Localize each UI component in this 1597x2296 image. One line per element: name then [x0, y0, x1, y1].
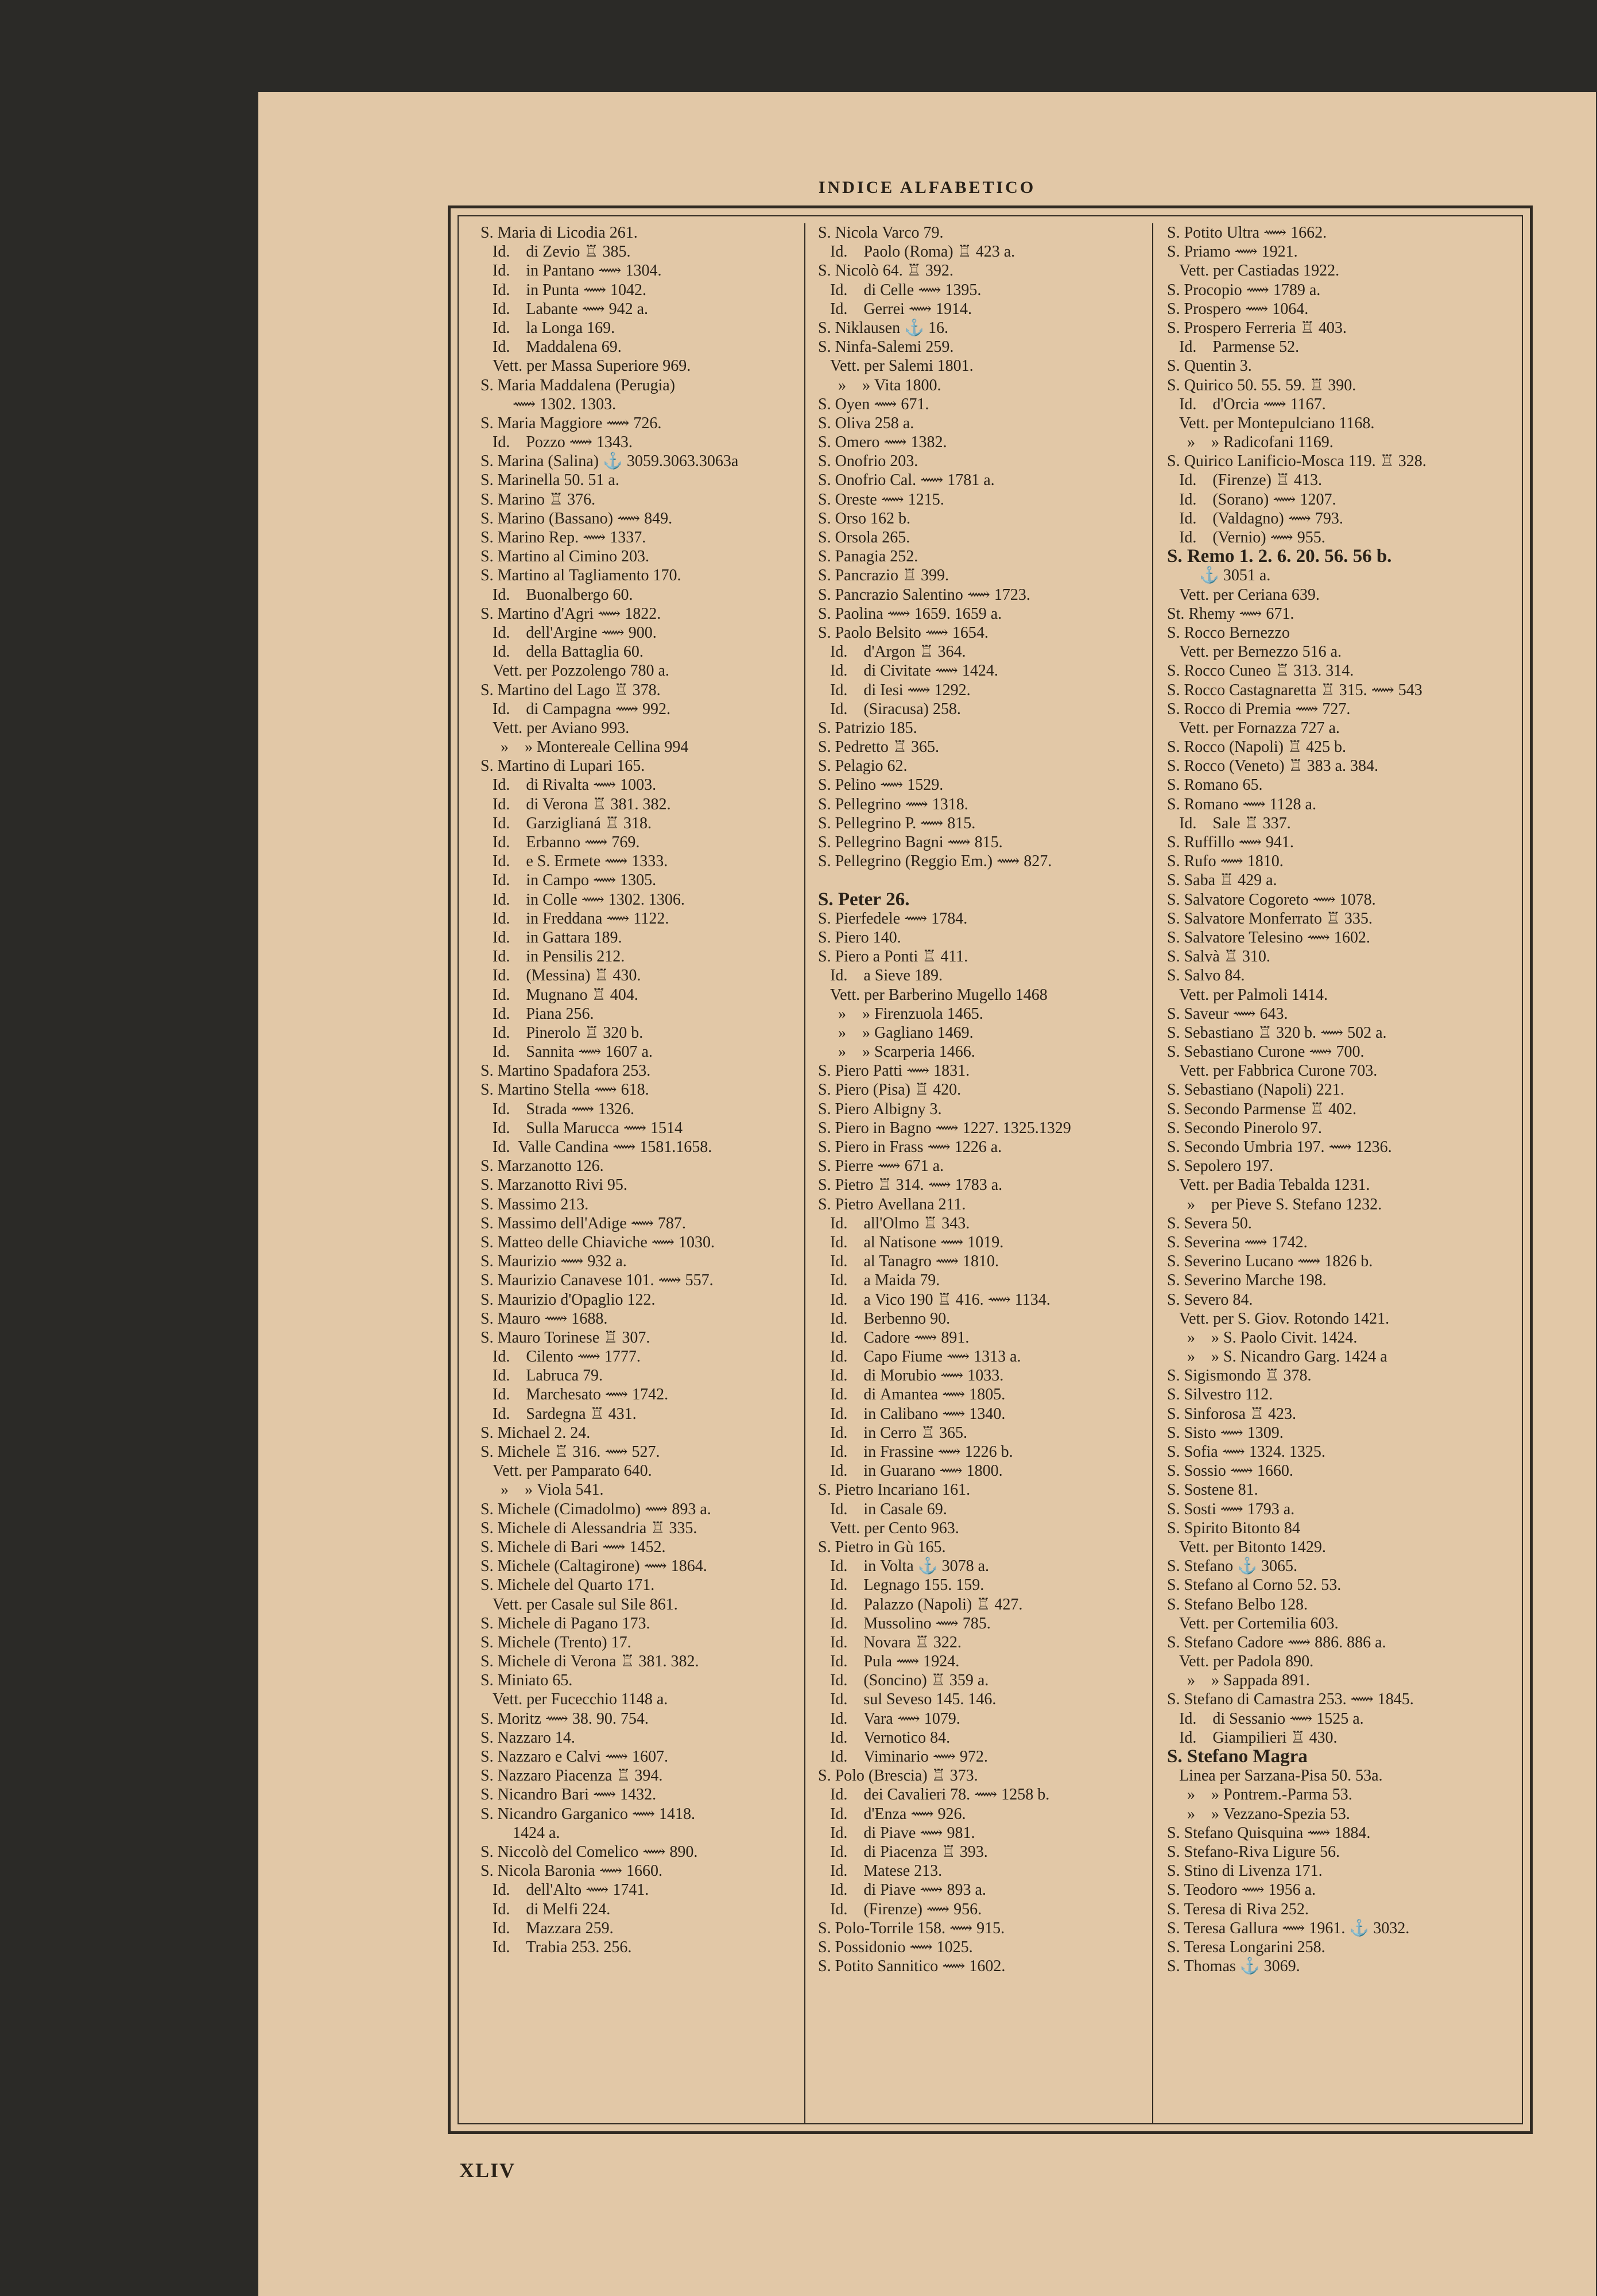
index-entry: S. Stefano Magra [1167, 1747, 1308, 1767]
index-entry: S. Michele ♖ 316. ⟿ 527. [480, 1443, 660, 1461]
index-entry: Id. in Calibano ⟿ 1340. [818, 1405, 1006, 1423]
index-entry: St. Rhemy ⟿ 671. [1167, 604, 1294, 623]
index-entry: S. Teresa Gallura ⟿ 1961. ⚓ 3032. [1167, 1919, 1410, 1937]
index-entry: S. Stefano-Riva Ligure 56. [1167, 1843, 1340, 1861]
index-entry: S. Teodoro ⟿ 1956 a. [1167, 1881, 1316, 1899]
index-entry: S. Michele di Pagano 173. [480, 1614, 650, 1632]
index-entry: Id. Sannita ⟿ 1607 a. [480, 1043, 653, 1061]
index-entry: Linea per Sarzana-Pisa 50. 53a. [1167, 1767, 1383, 1785]
index-entry: S. Silvestro 112. [1167, 1386, 1273, 1404]
index-entry: S. Pedretto ♖ 365. [818, 738, 939, 757]
index-entry: Vett. per Fabbrica Curone 703. [1167, 1062, 1378, 1080]
index-entry: S. Pancrazio ♖ 399. [818, 567, 949, 585]
index-entry: S. Paolo Belsito ⟿ 1654. [818, 623, 989, 642]
index-entry: Id. in Freddana ⟿ 1122. [480, 909, 669, 928]
index-entry: S. Marina (Salina) ⚓ 3059.3063.3063a [480, 452, 739, 471]
index-entry: S. Pietro ♖ 314. ⟿ 1783 a. [818, 1176, 1003, 1194]
index-entry: Id. all'Olmo ♖ 343. [818, 1214, 970, 1232]
index-entry: S. Piero (Pisa) ♖ 420. [818, 1081, 962, 1099]
index-entry: » » Scarperia 1466. [818, 1043, 975, 1061]
index-entry: S. Severino Lucano ⟿ 1826 b. [1167, 1252, 1373, 1271]
index-entry: S. Pelino ⟿ 1529. [818, 776, 944, 794]
index-entry: S. Thomas ⚓ 3069. [1167, 1957, 1300, 1976]
index-entry: S. Salvatore Monferrato ♖ 335. [1167, 909, 1373, 928]
index-entry: S. Nicola Varco 79. [818, 224, 944, 242]
index-entry: Id. Novara ♖ 322. [818, 1633, 962, 1651]
index-entry: Id. d'Enza ⟿ 926. [818, 1805, 966, 1823]
index-entry: Id. Labruca 79. [480, 1367, 603, 1385]
index-entry: S. Sostene 81. [1167, 1481, 1258, 1499]
index-entry: Id. Piana 256. [480, 1004, 594, 1023]
index-entry: S. Rocco (Veneto) ♖ 383 a. 384. [1167, 757, 1379, 775]
index-entry: Id. Labante ⟿ 942 a. [480, 300, 649, 318]
index-entry: S. Michele di Verona ♖ 381. 382. [480, 1653, 699, 1671]
index-entry: Id. di Sessanio ⟿ 1525 a. [1167, 1709, 1364, 1728]
index-entry: » » Vita 1800. [818, 376, 941, 394]
index-entry: S. Michele (Trento) 17. [480, 1633, 631, 1651]
index-entry: S. Martino d'Agri ⟿ 1822. [480, 604, 661, 623]
index-entry: S. Sebastiano Curone ⟿ 700. [1167, 1043, 1365, 1061]
index-entry: Id. in Pensilis 212. [480, 948, 625, 966]
index-entry: Id. Mazzara 259. [480, 1919, 614, 1937]
index-entry: S. Pietro in Gù 165. [818, 1538, 946, 1556]
index-entry: S. Sepolero 197. [1167, 1157, 1274, 1176]
index-entry: Id. di Piacenza ♖ 393. [818, 1843, 988, 1861]
index-entry: S. Niklausen ⚓ 16. [818, 319, 948, 337]
index-entry: Id. (Valdagno) ⟿ 793. [1167, 509, 1343, 528]
index-entry: S. Sebastiano ♖ 320 b. ⟿ 502 a. [1167, 1023, 1387, 1042]
index-entry: Id. Cadore ⟿ 891. [818, 1328, 970, 1347]
index-entry: » » Vezzano-Spezia 53. [1167, 1805, 1350, 1823]
index-entry: Vett. per Casale sul Sile 861. [480, 1595, 678, 1614]
index-entry: S. Matteo delle Chiaviche ⟿ 1030. [480, 1233, 715, 1251]
index-entry: S. Martino al Tagliamento 170. [480, 567, 681, 585]
index-entry: Id. Matese 213. [818, 1862, 943, 1880]
index-entry: S. Piero in Frass ⟿ 1226 a. [818, 1138, 1002, 1156]
index-entry: Id. Trabia 253. 256. [480, 1938, 632, 1956]
index-entry: Vett. per Aviano 993. [480, 719, 630, 737]
index-entry: Id. di Zevio ♖ 385. [480, 243, 631, 261]
index-entry: S. Stefano Belbo 128. [1167, 1595, 1308, 1614]
index-entry: Vett. per Pozzolengo 780 a. [480, 662, 669, 680]
index-entry: S. Saveur ⟿ 643. [1167, 1004, 1288, 1023]
index-entry: S. Quirico 50. 55. 59. ♖ 390. [1167, 376, 1356, 394]
index-entry: S. Michele (Cimadolmo) ⟿ 893 a. [480, 1500, 711, 1518]
index-entry: S. Priamo ⟿ 1921. [1167, 243, 1298, 261]
index-entry: S. Marzanotto Rivi 95. [480, 1176, 627, 1194]
index-entry: Id. Mussolino ⟿ 785. [818, 1614, 991, 1632]
index-entry: Id. dei Cavalieri 78. ⟿ 1258 b. [818, 1786, 1050, 1804]
index-entry: Id. in Cerro ♖ 365. [818, 1424, 967, 1442]
index-entry: ⚓ 3051 a. [1167, 567, 1271, 585]
index-entry: Id. Viminario ⟿ 972. [818, 1748, 988, 1766]
index-entry: S. Onofrio Cal. ⟿ 1781 a. [818, 471, 995, 490]
index-entry: » » S. Paolo Civit. 1424. [1167, 1328, 1358, 1347]
index-entry: S. Miniato 65. [480, 1671, 573, 1690]
index-entry: S. Massimo dell'Adige ⟿ 787. [480, 1214, 686, 1232]
index-entry: S. Salvo 84. [1167, 967, 1245, 985]
index-entry: Id. (Sorano) ⟿ 1207. [1167, 490, 1336, 509]
index-entry: S. Oyen ⟿ 671. [818, 395, 929, 413]
index-entry: S. Sisto ⟿ 1309. [1167, 1424, 1284, 1442]
index-entry: S. Nazzaro Piacenza ♖ 394. [480, 1767, 663, 1785]
index-entry: S. Rocco Bernezzo [1167, 623, 1290, 642]
index-entry: Id. di Morubio ⟿ 1033. [818, 1367, 1004, 1385]
index-entry: S. Ninfa-Salemi 259. [818, 338, 954, 356]
index-entry: S. Polo-Torrile 158. ⟿ 915. [818, 1919, 1005, 1937]
index-entry: S. Pancrazio Salentino ⟿ 1723. [818, 585, 1030, 604]
index-entry: Vett. per Ceriana 639. [1167, 585, 1320, 604]
index-entry: S. Piero in Bagno ⟿ 1227. 1325.1329 [818, 1119, 1071, 1137]
index-frame [448, 205, 1533, 2134]
index-entry: S. Marino Rep. ⟿ 1337. [480, 529, 646, 546]
page-number: XLIV [459, 2159, 516, 2182]
index-entry: S. Martino Spadafora 253. [480, 1062, 651, 1080]
index-entry: S. Mauro Torinese ♖ 307. [480, 1328, 650, 1347]
index-entry: Vett. per Montepulciano 1168. [1167, 414, 1375, 432]
index-entry: Id. della Battaglia 60. [480, 643, 644, 661]
index-entry: S. Pellegrino (Reggio Em.) ⟿ 827. [818, 852, 1052, 871]
index-entry: S. Rocco (Napoli) ♖ 425 b. [1167, 738, 1347, 757]
index-entry: » per Pieve S. Stefano 1232. [1167, 1195, 1382, 1213]
index-entry: S. Piero Patti ⟿ 1831. [818, 1062, 970, 1080]
index-entry: Id. (Firenze) ♖ 413. [1167, 471, 1323, 490]
index-entry: Id. d'Argon ♖ 364. [818, 643, 966, 661]
index-entry: S. Pietro Avellana 211. [818, 1195, 966, 1213]
index-entry: Id. di Piave ⟿ 893 a. [818, 1881, 986, 1899]
index-entry: S. Prospero ⟿ 1064. [1167, 300, 1309, 318]
index-entry: Id. (Siracusa) 258. [818, 700, 961, 718]
index-entry: Id. Pula ⟿ 1924. [818, 1653, 960, 1671]
index-entry: Id. (Firenze) ⟿ 956. [818, 1900, 982, 1918]
index-entry: Id. Berbenno 90. [818, 1309, 951, 1328]
index-entry: S. Saba ♖ 429 a. [1167, 871, 1277, 890]
index-entry: S. Oreste ⟿ 1215. [818, 490, 944, 509]
index-entry: S. Michele (Caltagirone) ⟿ 1864. [480, 1557, 707, 1576]
index-entry: Vett. per Fucecchio 1148 a. [480, 1690, 668, 1709]
index-entry: S. Marzanotto 126. [480, 1157, 604, 1176]
index-entry: S. Romano ⟿ 1128 a. [1167, 795, 1316, 813]
index-entry: Id. Vernotico 84. [818, 1728, 951, 1747]
index-entry: S. Pietro Incariano 161. [818, 1481, 971, 1499]
index-entry: S. Possidonio ⟿ 1025. [818, 1938, 973, 1956]
index-entry: S. Michele di Alessandria ♖ 335. [480, 1519, 697, 1537]
index-entry: Id. al Natisone ⟿ 1019. [818, 1233, 1004, 1251]
index-entry: S. Teresa Longarini 258. [1167, 1938, 1325, 1956]
index-entry: S. Michele di Bari ⟿ 1452. [480, 1538, 666, 1556]
index-entry: Id. Parmense 52. [1167, 338, 1300, 356]
index-entry: S. Massimo 213. [480, 1195, 589, 1213]
index-entry: Id. Palazzo (Napoli) ♖ 427. [818, 1595, 1023, 1614]
index-frame-inner [458, 215, 1523, 2124]
index-entry: Id. in Guarano ⟿ 1800. [818, 1462, 1003, 1480]
index-entry: S. Maurizio ⟿ 932 a. [480, 1252, 627, 1271]
index-entry: S. Secondo Pinerolo 97. [1167, 1119, 1322, 1137]
index-entry: Id. (Soncino) ♖ 359 a. [818, 1671, 989, 1690]
index-entry: Vett. per Padola 890. [1167, 1653, 1314, 1671]
page-title: INDICE ALFABETICO [818, 178, 1036, 197]
index-entry: S. Niccolò del Comelico ⟿ 890. [480, 1843, 698, 1861]
index-entry: » » Radicofani 1169. [1167, 433, 1334, 452]
index-entry: S. Pierfedele ⟿ 1784. [818, 909, 968, 928]
index-entry: S. Paolina ⟿ 1659. 1659 a. [818, 604, 1002, 623]
index-entry: S. Nicandro Bari ⟿ 1432. [480, 1786, 657, 1804]
index-entry: S. Sigismondo ♖ 378. [1167, 1367, 1312, 1385]
index-entry: S. Pelagio 62. [818, 757, 908, 775]
index-entry: Id. in Casale 69. [818, 1500, 947, 1518]
index-entry: S. Rocco Cuneo ♖ 313. 314. [1167, 662, 1354, 680]
index-entry: 1424 a. [480, 1824, 560, 1842]
index-entry: Id. di Melfi 224. [480, 1900, 611, 1918]
index-entry: Id. Sardegna ♖ 431. [480, 1405, 637, 1423]
index-entry: S. Onofrio 203. [818, 452, 918, 471]
index-entry: S. Nazzaro 14. [480, 1728, 575, 1747]
index-entry: Id. Legnago 155. 159. [818, 1576, 984, 1595]
index-entry: Id. in Campo ⟿ 1305. [480, 871, 657, 890]
index-entry: S. Sinforosa ♖ 423. [1167, 1405, 1296, 1423]
index-entry: S. Piero a Ponti ♖ 411. [818, 948, 968, 966]
index-entry: S. Moritz ⟿ 38. 90. 754. [480, 1709, 649, 1728]
index-entry: S. Rufo ⟿ 1810. [1167, 852, 1284, 871]
index-entry: S. Pierre ⟿ 671 a. [818, 1157, 944, 1176]
index-entry: S. Sebastiano (Napoli) 221. [1167, 1081, 1344, 1099]
index-entry: S. Marino ♖ 376. [480, 490, 596, 509]
index-entry: Id. Giampilieri ♖ 430. [1167, 1728, 1338, 1747]
index-entry: Id. Mugnano ♖ 404. [480, 986, 638, 1004]
index-entry: S. Severina ⟿ 1742. [1167, 1233, 1308, 1251]
index-entry: Id. a Vico 190 ♖ 416. ⟿ 1134. [818, 1290, 1051, 1309]
index-entry [818, 871, 1152, 890]
index-entry: Id. Pinerolo ♖ 320 b. [480, 1023, 644, 1042]
index-entry: Id. Erbanno ⟿ 769. [480, 833, 640, 851]
index-entry: S. Martino al Cimino 203. [480, 548, 649, 566]
index-entry: S. Severo 84. [1167, 1290, 1253, 1309]
index-entry: Id. Vara ⟿ 1079. [818, 1709, 960, 1728]
index-column-right [1154, 223, 1522, 2123]
index-entry: Id. (Vernio) ⟿ 955. [1167, 529, 1325, 546]
index-entry: Vett. per Castiadas 1922. [1167, 262, 1340, 280]
index-entry: Id. Pozzo ⟿ 1343. [480, 433, 633, 452]
index-entry: S. Michael 2. 24. [480, 1424, 591, 1442]
index-entry: S. Spirito Bitonto 84 [1167, 1519, 1300, 1537]
index-entry: S. Remo 1. 2. 6. 20. 56. 56 b. [1167, 547, 1392, 567]
index-entry: ⟿ 1302. 1303. [480, 395, 617, 413]
index-entry: Id. in Volta ⚓ 3078 a. [818, 1557, 989, 1576]
index-entry: Vett. per Barberino Mugello 1468 [818, 986, 1048, 1004]
index-entry: Id. Cilento ⟿ 1777. [480, 1348, 641, 1366]
index-entry: Id. Maddalena 69. [480, 338, 622, 356]
index-entry: Id. Valle Candina ⟿ 1581.1658. [480, 1138, 712, 1156]
index-entry: S. Salvà ♖ 310. [1167, 948, 1270, 966]
index-entry: Vett. per Palmoli 1414. [1167, 986, 1328, 1004]
index-entry: S. Prospero Ferreria ♖ 403. [1167, 319, 1347, 337]
index-entry: Id. la Longa 169. [480, 319, 615, 337]
index-entry: S. Maurizio d'Opaglio 122. [480, 1290, 656, 1309]
index-entry: S. Sosti ⟿ 1793 a. [1167, 1500, 1295, 1518]
index-entry: Id. di Civitate ⟿ 1424. [818, 662, 998, 680]
index-entry: S. Maurizio Canavese 101. ⟿ 557. [480, 1271, 714, 1290]
index-entry: Id. (Messina) ♖ 430. [480, 967, 641, 985]
index-entry: S. Nicandro Garganico ⟿ 1418. [480, 1805, 695, 1823]
index-entry: Id. a Maida 79. [818, 1271, 940, 1290]
index-entry: S. Maria Maggiore ⟿ 726. [480, 414, 662, 432]
index-entry: Vett. per Salemi 1801. [818, 357, 974, 375]
index-entry: » » Pontrem.-Parma 53. [1167, 1786, 1352, 1804]
index-entry: S. Oliva 258 a. [818, 414, 914, 432]
index-entry: Vett. per Pamparato 640. [480, 1462, 652, 1480]
index-entry: S. Maria di Licodia 261. [480, 224, 638, 242]
index-entry: Vett. per Cortemilia 603. [1167, 1614, 1339, 1632]
index-entry: S. Rocco di Premia ⟿ 727. [1167, 700, 1351, 718]
index-entry: S. Severa 50. [1167, 1214, 1252, 1232]
index-entry: Id. Paolo (Roma) ♖ 423 a. [818, 243, 1015, 261]
index-entry: Vett. per Cento 963. [818, 1519, 959, 1537]
index-entry: S. Stefano Quisquina ⟿ 1884. [1167, 1824, 1371, 1842]
index-entry: S. Salvatore Telesino ⟿ 1602. [1167, 928, 1370, 947]
index-entry: S. Nazzaro e Calvi ⟿ 1607. [480, 1748, 669, 1766]
index-entry: S. Stefano ⚓ 3065. [1167, 1557, 1297, 1576]
index-entry: S. Mauro ⟿ 1688. [480, 1309, 608, 1328]
index-entry: Id. al Tanagro ⟿ 1810. [818, 1252, 999, 1271]
index-entry: Id. di Rivalta ⟿ 1003. [480, 776, 657, 794]
index-entry: Id. a Sieve 189. [818, 967, 943, 985]
index-entry: Id. di Amantea ⟿ 1805. [818, 1386, 1006, 1404]
index-entry: S. Potito Sannitico ⟿ 1602. [818, 1957, 1006, 1976]
index-entry: » » S. Nicandro Garg. 1424 a [1167, 1348, 1387, 1366]
index-entry: » » Gagliano 1469. [818, 1023, 974, 1042]
index-entry: Id. di Verona ♖ 381. 382. [480, 795, 671, 813]
index-entry: Vett. per Massa Superiore 969. [480, 357, 691, 375]
index-entry: S. Orsola 265. [818, 529, 910, 546]
index-entry: S. Nicolò 64. ♖ 392. [818, 262, 953, 280]
index-entry: Id. in Pantano ⟿ 1304. [480, 262, 662, 280]
book-page [258, 92, 1596, 2296]
index-entry: S. Panagia 252. [818, 548, 918, 566]
index-entry: Vett. per S. Giov. Rotondo 1421. [1167, 1309, 1390, 1328]
index-entry: S. Patrizio 185. [818, 719, 917, 737]
index-entry: S. Rocco Castagnaretta ♖ 315. ⟿ 543 [1167, 681, 1422, 699]
index-entry: Id. Strada ⟿ 1326. [480, 1100, 634, 1118]
index-entry: S. Stino di Livenza 171. [1167, 1862, 1323, 1880]
index-entry: Vett. per Bitonto 1429. [1167, 1538, 1326, 1556]
index-entry: S. Secondo Umbria 197. ⟿ 1236. [1167, 1138, 1392, 1156]
index-entry: S. Stefano Cadore ⟿ 886. 886 a. [1167, 1633, 1386, 1651]
index-entry: Id. di Celle ⟿ 1395. [818, 281, 982, 299]
index-entry: S. Ruffillo ⟿ 941. [1167, 833, 1294, 851]
index-entry: Vett. per Bernezzo 516 a. [1167, 643, 1342, 661]
index-entry: Id. in Frassine ⟿ 1226 b. [818, 1443, 1013, 1461]
index-entry: S. Sossio ⟿ 1660. [1167, 1462, 1293, 1480]
index-entry: Id. Sulla Marucca ⟿ 1514 [480, 1119, 683, 1137]
index-entry: S. Stefano al Corno 52. 53. [1167, 1576, 1342, 1595]
index-entry: Id. Capo Fiume ⟿ 1313 a. [818, 1348, 1021, 1366]
index-entry: S. Romano 65. [1167, 776, 1263, 794]
index-entry: S. Pellegrino P. ⟿ 815. [818, 814, 976, 832]
index-entry: Id. di Campagna ⟿ 992. [480, 700, 670, 718]
index-entry: S. Pellegrino ⟿ 1318. [818, 795, 968, 813]
index-entry: S. Severino Marche 198. [1167, 1271, 1327, 1290]
index-entry: S. Nicola Baronia ⟿ 1660. [480, 1862, 662, 1880]
index-column-left [459, 223, 805, 2123]
index-entry: Vett. per Badia Tebalda 1231. [1167, 1176, 1370, 1194]
index-entry: S. Secondo Parmense ♖ 402. [1167, 1100, 1356, 1118]
index-entry: S. Quirico Lanificio-Mosca 119. ♖ 328. [1167, 452, 1427, 471]
index-entry: S. Martino Stella ⟿ 618. [480, 1081, 649, 1099]
index-entry: S. Martino del Lago ♖ 378. [480, 681, 661, 699]
index-entry: Id. e S. Ermete ⟿ 1333. [480, 852, 668, 871]
index-entry: Vett. per Fornazza 727 a. [1167, 719, 1340, 737]
index-entry: » » Montereale Cellina 994 [480, 738, 689, 757]
index-entry: Id. Gerrei ⟿ 1914. [818, 300, 972, 318]
index-entry: S. Marinella 50. 51 a. [480, 471, 619, 490]
index-entry: » » Viola 541. [480, 1481, 604, 1499]
index-entry: S. Pellegrino Bagni ⟿ 815. [818, 833, 1003, 851]
index-entry: S. Maria Maddalena (Perugia) [480, 376, 675, 394]
index-entry: S. Piero Albigny 3. [818, 1100, 942, 1118]
index-entry: Id. dell'Alto ⟿ 1741. [480, 1881, 649, 1899]
index-entry: Id. Marchesato ⟿ 1742. [480, 1386, 669, 1404]
index-entry: S. Polo (Brescia) ♖ 373. [818, 1767, 978, 1785]
index-entry: Id. d'Orcia ⟿ 1167. [1167, 395, 1326, 413]
index-entry: S. Marino (Bassano) ⟿ 849. [480, 509, 673, 528]
index-entry: Id. in Punta ⟿ 1042. [480, 281, 647, 299]
index-entry: Id. Garziglianá ♖ 318. [480, 814, 652, 832]
index-entry: S. Omero ⟿ 1382. [818, 433, 947, 452]
index-entry: Id. di Piave ⟿ 981. [818, 1824, 975, 1842]
index-entry: S. Sofia ⟿ 1324. 1325. [1167, 1443, 1325, 1461]
index-entry: S. Teresa di Riva 252. [1167, 1900, 1309, 1918]
index-entry: S. Orso 162 b. [818, 509, 911, 528]
index-entry: » » Firenzuola 1465. [818, 1004, 983, 1023]
index-entry: Id. in Gattara 189. [480, 928, 622, 947]
index-entry: S. Michele del Quarto 171. [480, 1576, 655, 1595]
index-entry: Id. dell'Argine ⟿ 900. [480, 623, 657, 642]
index-entry: S. Potito Ultra ⟿ 1662. [1167, 224, 1327, 242]
index-entry: Id. sul Seveso 145. 146. [818, 1690, 997, 1709]
index-entry: S. Martino di Lupari 165. [480, 757, 645, 775]
index-entry: Id. Sale ♖ 337. [1167, 814, 1291, 832]
index-entry: Id. di Iesi ⟿ 1292. [818, 681, 971, 699]
index-entry: » » Sappada 891. [1167, 1671, 1310, 1690]
index-entry: Id. in Colle ⟿ 1302. 1306. [480, 890, 685, 909]
index-entry: S. Quentin 3. [1167, 357, 1252, 375]
index-entry: S. Salvatore Cogoreto ⟿ 1078. [1167, 890, 1376, 909]
index-entry: S. Procopio ⟿ 1789 a. [1167, 281, 1321, 299]
index-entry: S. Piero 140. [818, 928, 901, 947]
index-column-middle [807, 223, 1153, 2123]
index-entry: Id. Buonalbergo 60. [480, 585, 633, 604]
index-entry: S. Stefano di Camastra 253. ⟿ 1845. [1167, 1690, 1414, 1709]
index-entry: S. Peter 26. [818, 890, 910, 909]
